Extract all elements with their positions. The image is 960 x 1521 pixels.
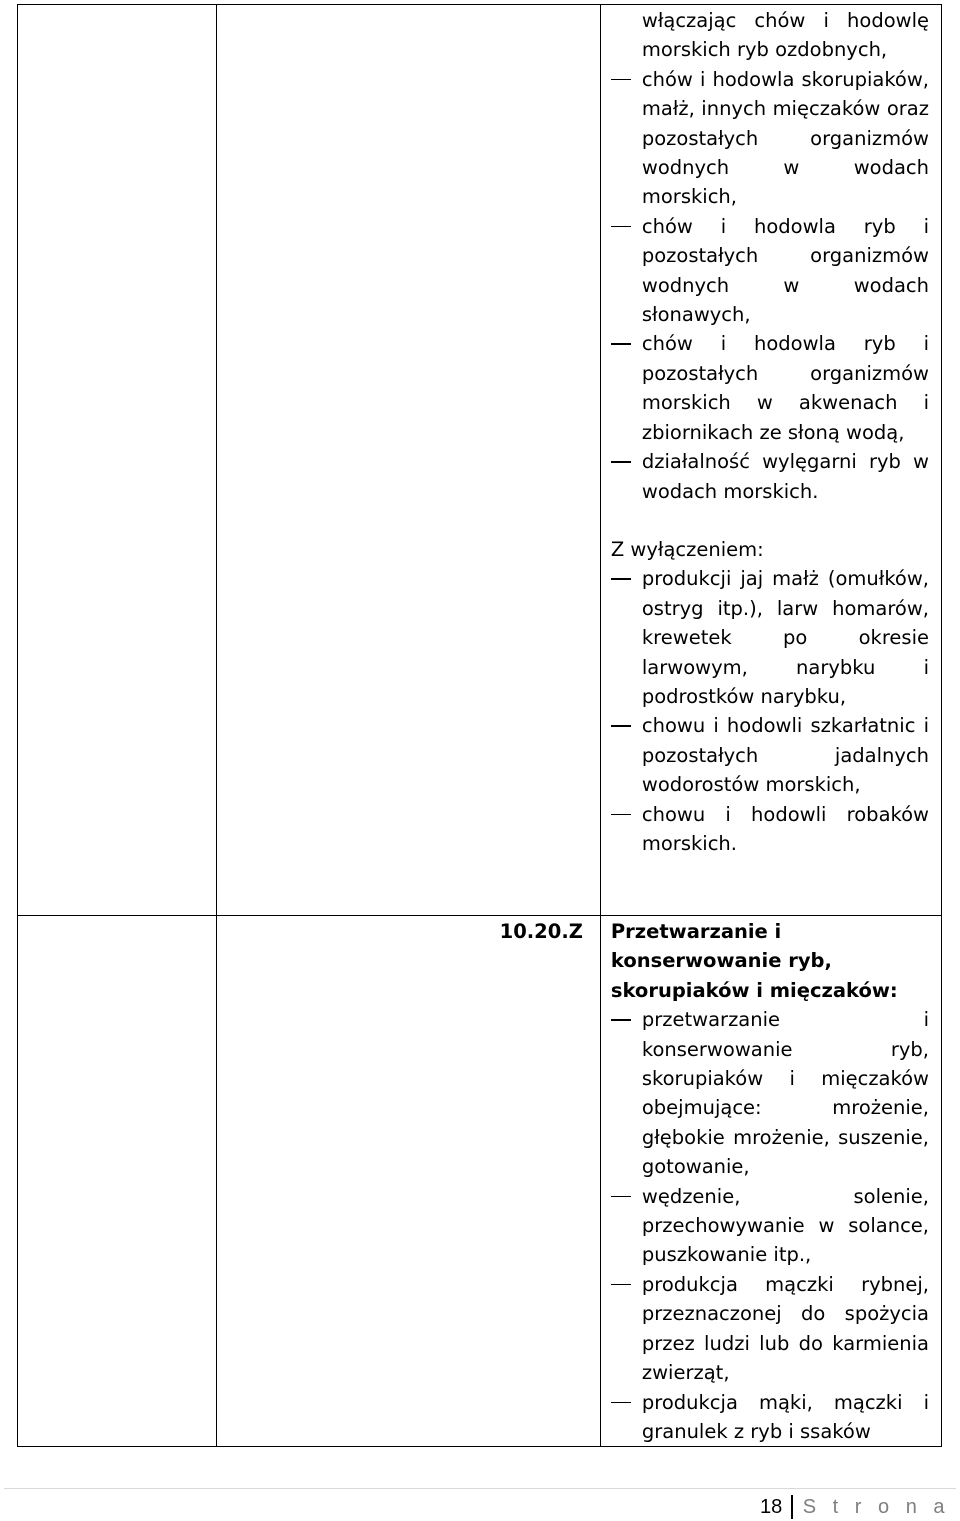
page-footer [760,1494,950,1520]
list-item: chowu i hodowli szkarłatnic i pozostałych jadalnych wodorostów morskich, [611,711,929,799]
table-row [18,916,942,1447]
page-word: S t r o n a [802,1496,950,1518]
footer-rule [4,1488,956,1489]
empty-cell [18,916,217,1447]
list-item: chów i hodowla ryb i pozostałych organizmów morskich w akwenach i zbiornikach ze słoną wodą, [611,329,929,447]
list-item: produkcja mąki, mączki i granulek z ryb i ssaków [611,1388,929,1447]
table-row [18,5,942,916]
continuation-text: włączając chów i hodowlę morskich ryb ozdobnych, [641,9,929,62]
list-item: chowu i hodowli robaków morskich. [611,800,929,859]
pkd-code: 10.20.Z [499,920,583,943]
code-cell [216,916,600,1447]
description-cell [600,5,941,916]
footer-separator [791,1495,793,1519]
activity-list [611,65,929,506]
empty-cell [18,5,217,916]
exclusion-label: Z wyłączeniem: [610,537,764,561]
list-item: produkcja mączki rybnej, przeznaczonej do spożycia przez ludzi lub do karmienia zwierząt, [611,1270,929,1388]
list-item: przetwarzanie i konserwowanie ryb, skorupiaków i mięczaków obejmujące: mrożenie, głębokie mrożenie, suszenie, gotowanie, [611,1005,929,1181]
exclusion-list [611,564,929,858]
code-cell [216,5,600,916]
page-number: 18 [760,1496,783,1518]
pkd-table [17,4,942,1447]
list-item: wędzenie, solenie, przechowywanie w solance, puszkowanie itp., [611,1182,929,1270]
list-item: działalność wylęgarni ryb w wodach morskich. [611,447,929,506]
list-item: produkcji jaj małż (omułków, ostryg itp.), larw homarów, krewetek po okresie larwowym, narybku i podrostków narybku, [611,564,929,711]
activity-list [611,1005,929,1446]
list-item: chów i hodowla skorupiaków, małż, innych mięczaków oraz pozostałych organizmów wodnych w wodach morskich, [611,65,929,212]
description-cell [600,916,941,1447]
section-heading: Przetwarzanie i konserwowanie ryb, skorupiaków i mięczaków: [610,920,898,1002]
list-item: chów i hodowla ryb i pozostałych organizmów wodnych w wodach słonawych, [611,212,929,330]
